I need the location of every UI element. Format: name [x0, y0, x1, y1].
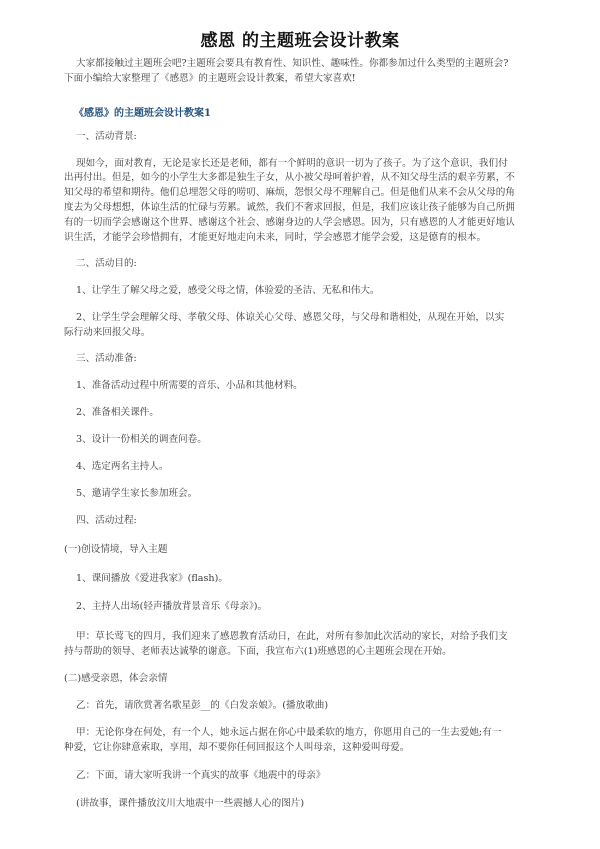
document-title: 感恩 的主题班会设计教案: [200, 31, 400, 51]
section-heading: 二、活动目的:: [76, 258, 137, 269]
paragraph-line: 现如今，面对教育，无论是家长还是老师，都有一个鲜明的意识一切为了孩子。为了这个意识，我们付: [76, 158, 508, 169]
paragraph-line: 知父母的希望和期待。他们总埋怨父母的唠叨、麻烦，怨恨父母不理解自己。但是他们从来不会从父母的角: [64, 187, 515, 198]
paragraph-line: 2、让学生学会理解父母、孝敬父母、体谅关心父母、感恩父母，与父母和谐相处，从现在开始，以实: [76, 312, 505, 323]
paragraph-line: 甲：草长莺飞的四月，我们迎来了感恩教育活动日，在此，对所有参加此次活动的家长，对给予我们支: [76, 631, 508, 642]
paragraph-line: 有的一切而学会感谢这个世界、感谢这个社会、感谢身边的人学会感恩。因为，只有感恩的人才能更好地认: [64, 217, 515, 228]
paragraph-line: 4、选定两名主持人。: [76, 461, 169, 472]
section-heading: 一、活动背景:: [76, 131, 137, 142]
section-heading: 四、活动过程:: [76, 515, 137, 526]
paragraph-line: 际行动来回报父母。: [64, 327, 151, 338]
paragraph-line: 度去为父母想想，体谅生活的忙碌与劳累。诚然，我们不奢求回报，但是，我们应该让孩子能够为自己所拥: [64, 202, 515, 213]
paragraph-line: 2、主持人出场(轻声播放背景音乐《母亲》)。: [76, 601, 268, 612]
paragraph-line: 出再付出。但是，如今的小学生大多都是独生子女，从小被父母呵着护着，从不知父母生活的艰辛劳累，不: [64, 172, 515, 183]
paragraph-line: (一)创设情境，导入主题: [64, 544, 168, 555]
paragraph-line: 持与帮助的领导、老师表达诚挚的谢意。下面，我宣布六(1)班感恩的心主题班会现在开始。: [64, 646, 452, 657]
paragraph-line: 乙：下面，请大家听我讲一个真实的故事《地震中的母亲》: [76, 770, 326, 781]
paragraph-line: 2、准备相关课件。: [76, 407, 159, 418]
paragraph-line: 1、准备活动过程中所需要的音乐、小品和其他材料。: [76, 380, 303, 391]
paragraph-line: 5、邀请学生家长参加班会。: [76, 488, 198, 499]
paragraph-line: (二)感受亲恩，体会亲情: [64, 673, 168, 684]
paragraph-line: (讲故事，课件播放汶川大地震中一些震撼人心的图片): [76, 798, 305, 809]
intro-line: 下面小编给大家整理了《感恩》的主题班会设计教案，希望大家喜欢!: [64, 73, 356, 84]
section-subtitle: 《感恩》的主题班会设计教案1: [74, 108, 211, 119]
section-heading: 三、活动准备:: [76, 353, 137, 364]
paragraph-line: 识生活，才能学会珍惜拥有，才能更好地走向未来，同时，学会感恩才能学会爱，这是德育的根本。: [64, 232, 487, 243]
paragraph-line: 1、让学生了解父母之爱，感受父母之情，体验爱的圣洁、无私和伟大。: [76, 285, 380, 296]
intro-line: 大家都接触过主题班会吧?主题班会要具有教育性、知识性、趣味性。你都参加过什么类型的主题班会?: [76, 58, 509, 69]
paragraph-line: 甲：无论你身在何处，有一个人，她永远占据在你心中最柔软的地方，你愿用自己的一生去爱她;有一: [76, 727, 502, 738]
paragraph-line: 1、课间播放《爱进我家》(flash)。: [76, 573, 228, 584]
paragraph-line: 3、设计一份相关的调查问卷。: [76, 434, 207, 445]
paragraph-line: 种爱，它让你肆意索取，享用，却不要你任何回报这个人叫母亲，这种爱叫母爱。: [64, 742, 410, 753]
paragraph-line: 乙：首先，请欣赏著名歌星彭__的《白发亲娘》。(播放歌曲): [76, 700, 329, 711]
